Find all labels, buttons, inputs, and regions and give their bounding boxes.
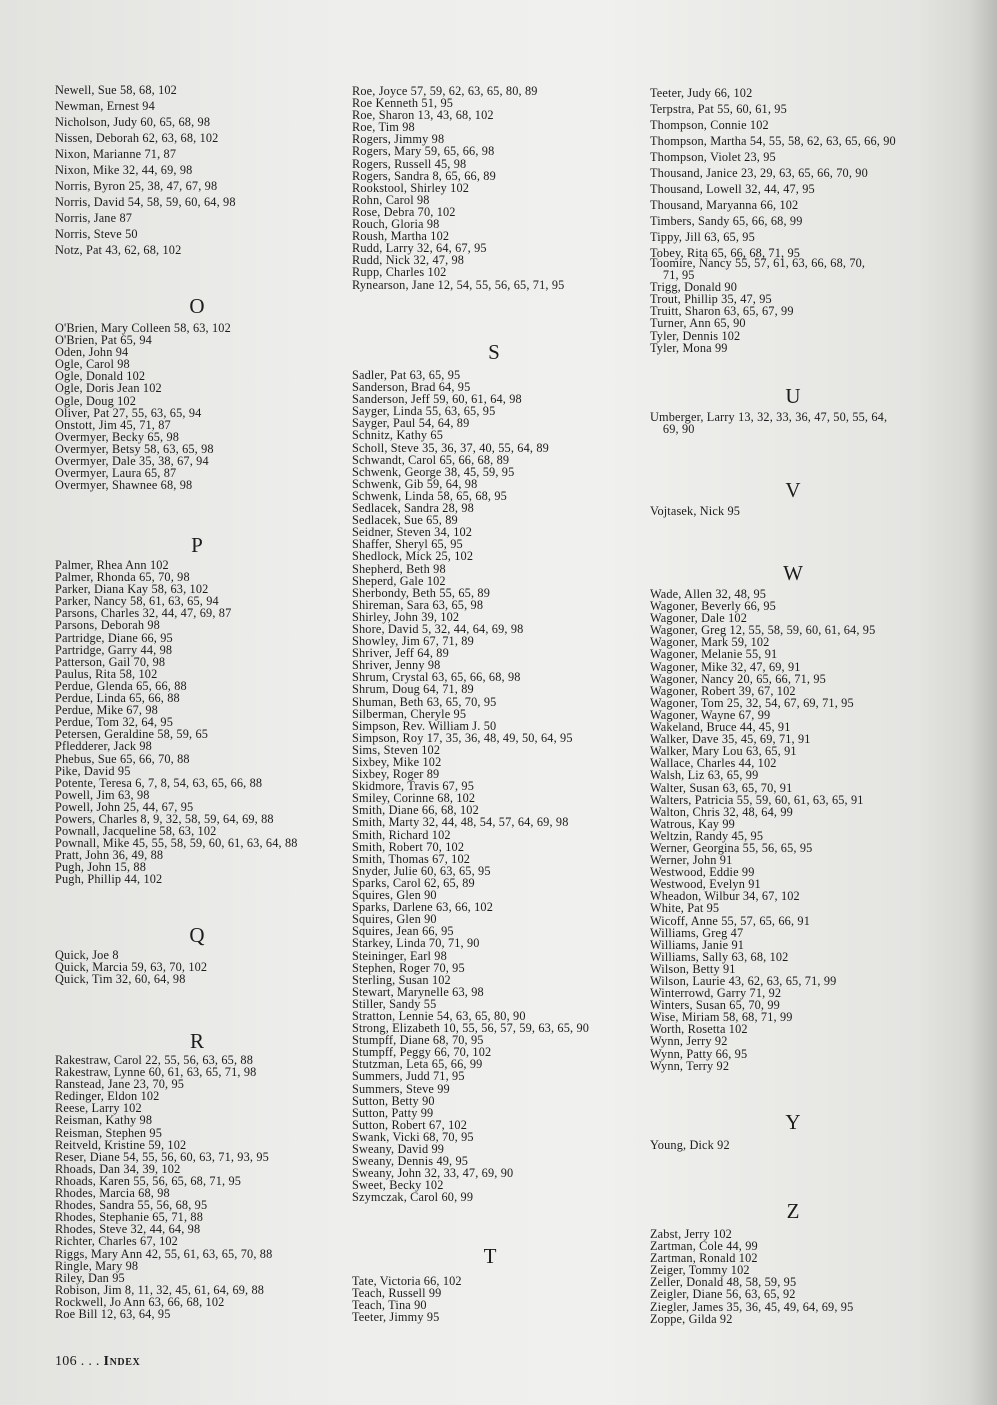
index-entry: Terpstra, Pat 55, 60, 61, 95 (650, 102, 787, 116)
index-entry: Wilson, Betty 91 (650, 961, 736, 976)
index-entry: Sayger, Paul 54, 64, 89 (352, 416, 470, 431)
index-entry: Szymczak, Carol 60, 99 (352, 1190, 474, 1205)
index-entry: Sterling, Susan 102 (352, 972, 451, 987)
section-letter-p: P (191, 533, 203, 557)
index-entry: Riley, Dan 95 (55, 1270, 125, 1285)
index-entry: Oden, John 94 (55, 345, 129, 360)
index-entry: Ogle, Donald 102 (55, 369, 146, 384)
index-entry: 71, 95 (650, 268, 695, 283)
index-entry: Wynn, Jerry 92 (650, 1034, 728, 1049)
index-entry: Overmyer, Betsy 58, 63, 65, 98 (55, 441, 214, 456)
index-entry: Roe Kenneth 51, 95 (352, 96, 454, 111)
index-entry: Schwenk, Gib 59, 64, 98 (352, 476, 478, 491)
index-entry: Smith, Richard 102 (352, 827, 451, 842)
index-entry: Pownall, Jacqueline 58, 63, 102 (55, 824, 217, 839)
index-entry: Weltzin, Randy 45, 95 (650, 828, 764, 843)
index-entry: Zeller, Donald 48, 58, 59, 95 (650, 1275, 797, 1290)
index-entry: Parker, Nancy 58, 61, 63, 65, 94 (55, 594, 219, 609)
index-entry: Schwenk, Linda 58, 65, 68, 95 (352, 488, 507, 503)
index-entry: Ogle, Doris Jean 102 (55, 381, 162, 396)
index-entry: Roe Bill 12, 63, 64, 95 (55, 1306, 171, 1321)
index-entry: Williams, Greg 47 (650, 925, 744, 940)
index-entry: Sutton, Patty 99 (352, 1105, 434, 1120)
index-entry: Stutzman, Leta 65, 66, 99 (352, 1057, 483, 1072)
index-entry: Sixbey, Mike 102 (352, 755, 442, 769)
index-entry: Werner, John 91 (650, 853, 733, 868)
index-entry: Ziegler, James 35, 36, 45, 49, 64, 69, 95 (650, 1299, 854, 1314)
index-entry: Ogle, Carol 98 (55, 357, 130, 372)
index-entry: Notz, Pat 43, 62, 68, 102 (55, 243, 182, 257)
entries-r-continued (352, 85, 564, 291)
index-entry: Sweany, John 32, 33, 47, 69, 90 (352, 1166, 514, 1181)
index-entry: Rhoads, Karen 55, 56, 65, 68, 71, 95 (55, 1173, 242, 1188)
index-entry: Riggs, Mary Ann 42, 55, 61, 63, 65, 70, 88 (55, 1246, 273, 1261)
index-entry: Nixon, Marianne 71, 87 (55, 147, 177, 161)
index-entry: Rhodes, Steve 32, 44, 64, 98 (55, 1222, 201, 1237)
index-entry: Shirley, John 39, 102 (352, 609, 460, 624)
index-entry: Shrum, Crystal 63, 65, 66, 68, 98 (352, 670, 521, 685)
index-entry: Richter, Charles 67, 102 (55, 1234, 178, 1249)
page-number: 106 (55, 1354, 77, 1369)
footer-label: Index (103, 1354, 141, 1369)
index-entry: Rhoads, Dan 34, 39, 102 (55, 1161, 181, 1176)
section-letter-o: O (189, 294, 205, 318)
index-entry: Wallace, Charles 44, 102 (650, 756, 777, 771)
index-entry: Teeter, Judy 66, 102 (650, 86, 753, 100)
index-entry: Wagoner, Beverly 66, 95 (650, 599, 776, 614)
section-letter-u: U (785, 384, 801, 408)
index-entry: Shedlock, Mick 25, 102 (352, 549, 474, 564)
index-entry: Roe, Joyce 57, 59, 62, 63, 65, 80, 89 (352, 84, 538, 98)
index-entry: Norris, David 54, 58, 59, 60, 64, 98 (55, 195, 236, 209)
index-entry: Squires, Glen 90 (352, 912, 437, 927)
index-entry: Tate, Victoria 66, 102 (352, 1274, 462, 1288)
index-entry: Rookstool, Shirley 102 (352, 180, 470, 195)
index-entry: Sanderson, Brad 64, 95 (352, 380, 471, 395)
index-entry: Perdue, Mike 67, 98 (55, 703, 158, 718)
index-entry: Pugh, John 15, 88 (55, 860, 147, 875)
index-entry: Wicoff, Anne 55, 57, 65, 66, 91 (650, 913, 811, 928)
index-entry: Teach, Russell 99 (352, 1286, 442, 1301)
index-entry: Winterrowd, Garry 71, 92 (650, 986, 782, 1001)
index-entry: Sims, Steven 102 (352, 742, 441, 757)
index-entry: Wagoner, Wayne 67, 99 (650, 707, 771, 722)
index-entry: Smith, Robert 70, 102 (352, 839, 465, 854)
index-entry: Rakestraw, Lynne 60, 61, 63, 65, 71, 98 (55, 1065, 257, 1080)
index-entry: Schnitz, Kathy 65 (352, 428, 444, 443)
index-entry: Shaffer, Sheryl 65, 95 (352, 537, 463, 552)
index-entry: Timbers, Sandy 65, 66, 68, 99 (650, 214, 803, 228)
index-entry: Rogers, Jimmy 98 (352, 132, 445, 147)
index-entry: Norris, Steve 50 (55, 227, 138, 241)
index-entry: Sparks, Carol 62, 65, 89 (352, 875, 475, 890)
index-entry: Shuman, Beth 63, 65, 70, 95 (352, 694, 497, 709)
index-entry: Rhodes, Stephanie 65, 71, 88 (55, 1210, 203, 1225)
index-entry: Ringle, Mary 98 (55, 1258, 139, 1273)
index-entry: Rupp, Charles 102 (352, 265, 447, 280)
index-entry: Wagoner, Mike 32, 47, 69, 91 (650, 659, 801, 674)
index-entry: Wakeland, Bruce 44, 45, 91 (650, 720, 791, 735)
section-letter-w: W (783, 561, 803, 585)
index-entry: 69, 90 (650, 422, 695, 437)
entries-q (55, 949, 207, 985)
index-entry: Shrum, Doug 64, 71, 89 (352, 682, 474, 697)
index-entry: Rogers, Sandra 8, 65, 66, 89 (352, 168, 496, 183)
section-letter-y: Y (785, 1110, 801, 1134)
index-entry: Overmyer, Dale 35, 38, 67, 94 (55, 454, 209, 469)
index-entry: Shriver, Jenny 98 (352, 658, 441, 673)
index-entry: Overmyer, Laura 65, 87 (55, 466, 177, 481)
entries-y (650, 1139, 730, 1151)
entries-w (650, 588, 875, 1072)
index-entry: Snyder, Julie 60, 63, 65, 95 (352, 863, 491, 878)
index-entry: Zartman, Ronald 102 (650, 1251, 758, 1266)
index-entry: Sanderson, Jeff 59, 60, 61, 64, 98 (352, 392, 522, 407)
index-entry: Pratt, John 36, 49, 88 (55, 848, 164, 863)
index-entry: Quick, Marcia 59, 63, 70, 102 (55, 960, 208, 975)
index-entry: Sweany, Dennis 49, 95 (352, 1154, 469, 1169)
index-entry: Sedlacek, Sue 65, 89 (352, 513, 458, 528)
index-entry: Zartman, Cole 44, 99 (650, 1239, 758, 1254)
index-entry: Overmyer, Becky 65, 98 (55, 429, 180, 444)
index-entry: Worth, Rosetta 102 (650, 1022, 748, 1037)
index-entry: Perdue, Linda 65, 66, 88 (55, 691, 180, 706)
index-entry: Reisman, Stephen 95 (55, 1125, 163, 1140)
index-entry: Powell, Jim 63, 98 (55, 787, 150, 802)
index-entry: Sherbondy, Beth 55, 65, 89 (352, 585, 491, 600)
index-entry: Skidmore, Travis 67, 95 (352, 779, 474, 794)
index-entry: Squires, Jean 66, 95 (352, 924, 454, 939)
index-entry: Wise, Miriam 58, 68, 71, 99 (650, 1010, 793, 1025)
section-letter-q: Q (189, 923, 205, 947)
index-entry: Stewart, Marynelle 63, 98 (352, 984, 484, 999)
section-letter-s: S (488, 340, 500, 364)
index-entry: Powell, John 25, 44, 67, 95 (55, 799, 194, 814)
index-entry: Umberger, Larry 13, 32, 33, 36, 47, 50, 55, 64, (650, 410, 888, 424)
entries-t (352, 1275, 462, 1323)
index-entry: Toomire, Nancy 55, 57, 61, 63, 66, 68, 70, (650, 256, 866, 270)
index-entry: Summers, Judd 71, 95 (352, 1069, 465, 1084)
index-entry: Steininger, Earl 98 (352, 948, 447, 963)
index-entry: Wheadon, Wilbur 34, 67, 102 (650, 889, 800, 904)
index-entry: Seidner, Steven 34, 102 (352, 525, 473, 540)
index-entry: Ogle, Doug 102 (55, 393, 136, 408)
entries-s (352, 369, 589, 1203)
index-entry: Westwood, Eddie 99 (650, 865, 755, 880)
index-entry: Tyler, Dennis 102 (650, 328, 741, 343)
index-entry: Thompson, Martha 54, 55, 58, 62, 63, 65, 66, 90 (650, 134, 896, 148)
index-entry: Patterson, Gail 70, 98 (55, 654, 166, 669)
entries-t-continued-2 (650, 257, 865, 354)
index-entry: Newman, Ernest 94 (55, 99, 155, 113)
index-entry: Rose, Debra 70, 102 (352, 204, 456, 219)
index-entry: Thompson, Connie 102 (650, 118, 769, 132)
index-entry: Ranstead, Jane 23, 70, 95 (55, 1077, 185, 1092)
index-entry: Rogers, Russell 45, 98 (352, 156, 467, 171)
index-entry: Trigg, Donald 90 (650, 280, 738, 295)
index-entry: Roe, Tim 98 (352, 120, 415, 135)
index-entry: Robison, Jim 8, 11, 32, 45, 61, 64, 69, 88 (55, 1282, 265, 1297)
index-entry: Reese, Larry 102 (55, 1101, 142, 1116)
index-entry: Stiller, Sandy 55 (352, 996, 437, 1011)
index-entry: Thousand, Maryanna 66, 102 (650, 198, 799, 212)
index-entry: Showley, Jim 67, 71, 89 (352, 634, 474, 649)
index-entry: Trout, Phillip 35, 47, 95 (650, 292, 772, 307)
index-entry: Wade, Allen 32, 48, 95 (650, 587, 767, 601)
index-entry: Sparks, Darlene 63, 66, 102 (352, 900, 493, 915)
entries-o (55, 322, 231, 491)
index-entry: Wynn, Terry 92 (650, 1058, 730, 1073)
index-entry: O'Brien, Mary Colleen 58, 63, 102 (55, 321, 231, 335)
index-entry: Wilson, Laurie 43, 62, 63, 65, 71, 99 (650, 974, 837, 988)
index-entry: Thousand, Lowell 32, 44, 47, 95 (650, 182, 815, 196)
index-entry: Rouch, Gloria 98 (352, 217, 440, 232)
index-entry: Quick, Tim 32, 60, 64, 98 (55, 972, 186, 987)
index-entry: Redinger, Eldon 102 (55, 1089, 160, 1104)
index-entry: Rogers, Mary 59, 65, 66, 98 (352, 144, 495, 159)
index-entry: Starkey, Linda 70, 71, 90 (352, 936, 480, 951)
index-entry: Reisman, Kathy 98 (55, 1113, 153, 1128)
index-entry: Quick, Joe 8 (55, 948, 119, 962)
index-entry: Potente, Teresa 6, 7, 8, 54, 63, 65, 66, 88 (55, 775, 263, 790)
index-entry: Wagoner, Melanie 55, 91 (650, 647, 778, 662)
index-entry: Squires, Glen 90 (352, 888, 437, 903)
index-entry: Perdue, Tom 32, 64, 95 (55, 715, 174, 730)
index-entry: Stumpff, Diane 68, 70, 95 (352, 1033, 484, 1048)
index-entry: Tippy, Jill 63, 65, 95 (650, 230, 755, 244)
index-entry: Sadler, Pat 63, 65, 95 (352, 368, 461, 382)
index-entry: Shore, David 5, 32, 44, 64, 69, 98 (352, 621, 524, 636)
index-entry: Sheperd, Gale 102 (352, 573, 446, 588)
index-entry: Perdue, Glenda 65, 66, 88 (55, 678, 187, 693)
index-entry: Sedlacek, Sandra 28, 98 (352, 501, 474, 516)
index-entry: Stratton, Lennie 54, 63, 65, 80, 90 (352, 1008, 526, 1023)
index-entry: Norris, Byron 25, 38, 47, 67, 98 (55, 179, 218, 193)
section-letter-t: T (483, 1244, 497, 1268)
index-entry: Tobey, Rita 65, 66, 68, 71, 95 (650, 246, 801, 260)
index-entry: Williams, Sally 63, 68, 102 (650, 949, 789, 964)
index-entry: Summers, Steve 99 (352, 1081, 450, 1096)
index-entry: Wagoner, Tom 25, 32, 54, 67, 69, 71, 95 (650, 695, 854, 710)
index-entry: Thompson, Violet 23, 95 (650, 150, 776, 164)
index-entry: Rakestraw, Carol 22, 55, 56, 63, 65, 88 (55, 1053, 254, 1067)
index-entry: Sutton, Betty 90 (352, 1093, 435, 1108)
index-entry: Reitveld, Kristine 59, 102 (55, 1137, 187, 1152)
section-letter-z: Z (786, 1199, 800, 1223)
index-entry: Wagoner, Dale 102 (650, 611, 748, 626)
index-entry: Werner, Georgina 55, 56, 65, 95 (650, 840, 813, 855)
index-entry: Truitt, Sharon 63, 65, 67, 99 (650, 304, 794, 319)
index-entry: Walter, Susan 63, 65, 70, 91 (650, 780, 793, 795)
index-entry: Rudd, Larry 32, 64, 67, 95 (352, 241, 487, 256)
index-entry: Walters, Patricia 55, 59, 60, 61, 63, 65, 91 (650, 792, 864, 807)
index-entry: Wagoner, Nancy 20, 65, 66, 71, 95 (650, 671, 826, 686)
entries-p (55, 559, 298, 886)
index-entry: Norris, Jane 87 (55, 211, 133, 225)
index-entry: Shireman, Sara 63, 65, 98 (352, 597, 484, 612)
index-entry: Wagoner, Robert 39, 67, 102 (650, 683, 796, 698)
index-entry: Stumpff, Peggy 66, 70, 102 (352, 1045, 492, 1060)
index-entry: Roush, Martha 102 (352, 229, 450, 244)
entries-n (55, 82, 236, 258)
index-entry: Rhodes, Marcia 68, 98 (55, 1186, 170, 1201)
index-entry: Parker, Diana Kay 58, 63, 102 (55, 582, 209, 597)
index-entry: Tyler, Mona 99 (650, 340, 728, 355)
index-entry: Parsons, Deborah 98 (55, 618, 160, 633)
index-entry: Swank, Vicki 68, 70, 95 (352, 1129, 474, 1144)
index-entry: Smiley, Corinne 68, 102 (352, 791, 476, 806)
index-entry: Paulus, Rita 58, 102 (55, 666, 158, 681)
index-entry: Walker, Mary Lou 63, 65, 91 (650, 744, 797, 759)
index-entry: O'Brien, Pat 65, 94 (55, 333, 152, 348)
index-entry: Rockwell, Jo Ann 63, 66, 68, 102 (55, 1294, 225, 1309)
index-entry: Schwenk, George 38, 45, 59, 95 (352, 464, 515, 479)
section-letter-v: V (785, 478, 801, 502)
index-entry: Smith, Diane 66, 68, 102 (352, 803, 479, 818)
index-entry: Watrous, Kay 99 (650, 816, 735, 831)
index-entry: Sweet, Becky 102 (352, 1178, 444, 1193)
index-entry: Schwandt, Carol 65, 66, 68, 89 (352, 452, 510, 467)
index-entry: Pike, David 95 (55, 763, 131, 778)
index-entry: Petersen, Geraldine 58, 59, 65 (55, 727, 209, 742)
entries-v (650, 505, 740, 517)
index-entry: Young, Dick 92 (650, 1138, 730, 1152)
section-letter-r: R (189, 1029, 204, 1053)
index-entry: Reser, Diane 54, 55, 56, 60, 63, 71, 93, 95 (55, 1149, 269, 1164)
index-entry: Nixon, Mike 32, 44, 69, 98 (55, 163, 193, 177)
index-entry: Sayger, Linda 55, 63, 65, 95 (352, 404, 496, 419)
index-entry: Palmer, Rhonda 65, 70, 98 (55, 570, 190, 585)
index-entry: Sixbey, Roger 89 (352, 767, 440, 782)
index-entry: Rhodes, Sandra 55, 56, 68, 95 (55, 1198, 208, 1213)
index-entry: Wynn, Patty 66, 95 (650, 1046, 748, 1061)
index-entry: Overmyer, Shawnee 68, 98 (55, 478, 193, 493)
index-entry: Oliver, Pat 27, 55, 63, 65, 94 (55, 405, 202, 420)
index-entry: Simpson, Rev. William J. 50 (352, 718, 497, 733)
page-spine-shadow (969, 0, 997, 1405)
index-entry: Walker, Dave 35, 45, 69, 71, 91 (650, 732, 811, 747)
index-entry: Zabst, Jerry 102 (650, 1227, 732, 1241)
index-entry: Thousand, Janice 23, 29, 63, 65, 66, 70, 90 (650, 166, 868, 180)
index-entry: Walton, Chris 32, 48, 64, 99 (650, 804, 793, 819)
index-entry: Zeiger, Tommy 102 (650, 1263, 750, 1278)
index-entry: Walsh, Liz 63, 65, 99 (650, 768, 759, 783)
index-entry: Phebus, Sue 65, 66, 70, 88 (55, 751, 190, 766)
index-entry: Smith, Marty 32, 44, 48, 54, 57, 64, 69, 98 (352, 815, 569, 830)
index-entry: Nissen, Deborah 62, 63, 68, 102 (55, 131, 219, 145)
index-entry: Wagoner, Mark 59, 102 (650, 635, 770, 650)
index-entry: Nicholson, Judy 60, 65, 68, 98 (55, 115, 211, 129)
index-entry: Partridge, Diane 66, 95 (55, 630, 173, 645)
index-entry: Zeigler, Diane 56, 63, 65, 92 (650, 1287, 796, 1302)
index-entry: Partridge, Garry 44, 98 (55, 642, 173, 657)
index-entry: Pownall, Mike 45, 55, 58, 59, 60, 61, 63, 64, 88 (55, 836, 298, 851)
index-entry: Strong, Elizabeth 10, 55, 56, 57, 59, 63, 65, 90 (352, 1021, 590, 1036)
index-entry: Pugh, Phillip 44, 102 (55, 872, 163, 887)
index-entry: Silberman, Cheryle 95 (352, 706, 467, 721)
entries-r (55, 1054, 272, 1320)
index-entry: Teach, Tina 90 (352, 1298, 427, 1313)
index-entry: Rynearson, Jane 12, 54, 55, 56, 65, 71, 95 (352, 277, 565, 292)
index-entry: Newell, Sue 58, 68, 102 (55, 83, 177, 97)
index-entry: Williams, Janie 91 (650, 937, 745, 952)
index-entry: White, Pat 95 (650, 901, 720, 916)
index-entry: Wagoner, Greg 12, 55, 58, 59, 60, 61, 64, 95 (650, 623, 876, 638)
index-entry: Stephen, Roger 70, 95 (352, 960, 465, 975)
index-entry: Teeter, Jimmy 95 (352, 1310, 440, 1325)
index-entry: Westwood, Evelyn 91 (650, 877, 761, 892)
index-entry: Onstott, Jim 45, 71, 87 (55, 417, 171, 432)
index-entry: Winters, Susan 65, 70, 99 (650, 998, 780, 1013)
index-entry: Sweany, David 99 (352, 1142, 445, 1156)
index-entry: Smith, Thomas 67, 102 (352, 851, 471, 866)
index-entry: Roe, Sharon 13, 43, 68, 102 (352, 108, 494, 123)
index-entry: Vojtasek, Nick 95 (650, 504, 741, 518)
index-entry: Rohn, Carol 98 (352, 192, 430, 207)
index-entry: Shriver, Jeff 64, 89 (352, 646, 449, 661)
index-entry: Zoppe, Gilda 92 (650, 1311, 733, 1326)
index-entry: Simpson, Roy 17, 35, 36, 48, 49, 50, 64, 95 (352, 730, 573, 745)
index-entry: Sutton, Robert 67, 102 (352, 1117, 467, 1132)
footer-dots: . . . (80, 1354, 100, 1369)
index-entry: Shepherd, Beth 98 (352, 561, 446, 576)
entries-u (650, 411, 887, 435)
index-entry: Turner, Ann 65, 90 (650, 316, 746, 331)
index-entry: Powers, Charles 8, 9, 32, 58, 59, 64, 69, 88 (55, 811, 274, 826)
index-entry: Parsons, Charles 32, 44, 47, 69, 87 (55, 606, 232, 621)
index-entry: Rudd, Nick 32, 47, 98 (352, 253, 465, 268)
index-entry: Scholl, Steve 35, 36, 37, 40, 55, 64, 89 (352, 440, 549, 455)
page-footer (55, 1354, 140, 1370)
index-entry: Pfledderer, Jack 98 (55, 739, 152, 754)
entries-z (650, 1228, 853, 1325)
entries-t-continued (650, 85, 896, 261)
index-entry: Palmer, Rhea Ann 102 (55, 558, 169, 572)
